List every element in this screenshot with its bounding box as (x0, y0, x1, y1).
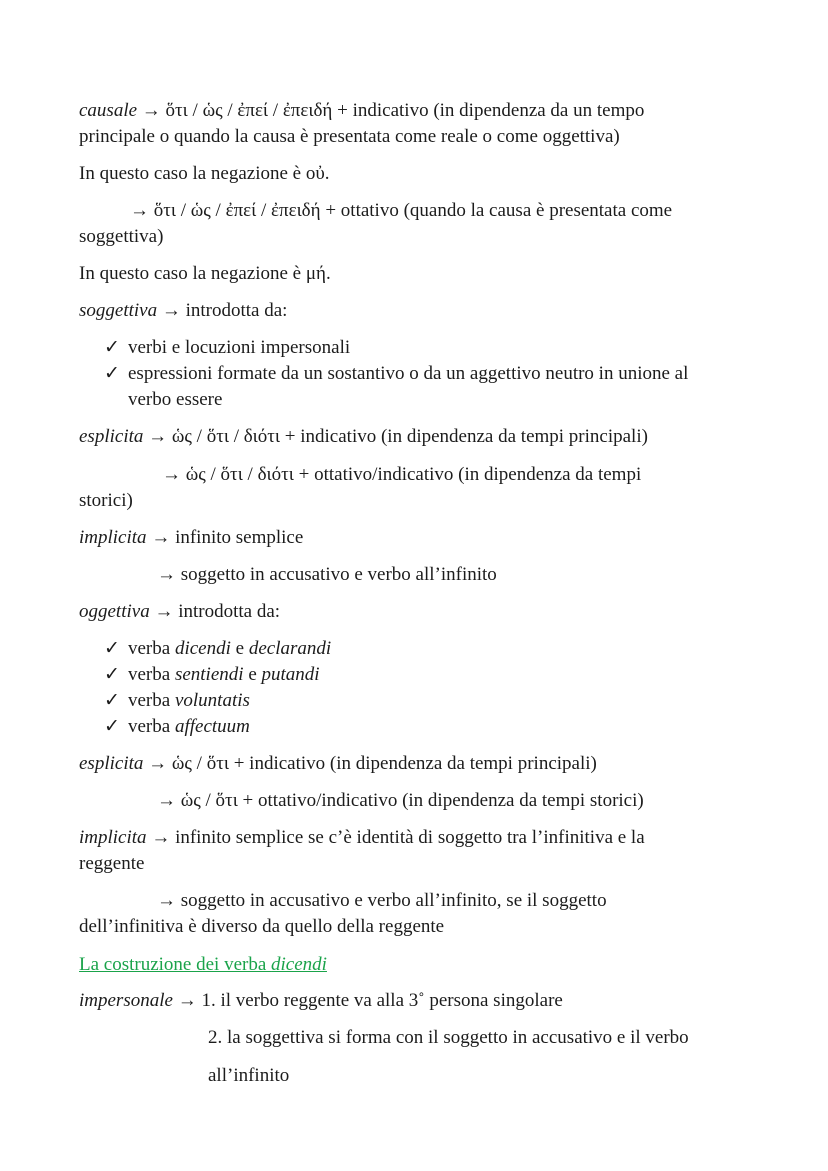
latin-term: voluntatis (174, 690, 250, 711)
soggettiva-check-2-continued: verbo essere (128, 389, 223, 410)
conjunction: e (230, 638, 249, 659)
oggettiva-intro: → introdotta da: (149, 601, 281, 622)
soggettiva-esplicita-line (79, 424, 648, 450)
causale-line-1-text: → ὅτι / ὡς / ἐπεί / ἐπειδή + indicativo (in dipendenza da un tempo (137, 100, 645, 121)
oggettiva-term: oggettiva (79, 601, 150, 622)
oggettiva-check-4 (104, 714, 250, 740)
section-heading-costruzione (79, 952, 327, 978)
impersonale-line (79, 988, 563, 1014)
latin-term: putandi (261, 664, 320, 685)
causale-negation-1: In questo caso la negazione è οὐ. (79, 163, 330, 184)
oggettiva-implicita-alt-2: dell’infinitiva è diverso da quello della reggente (79, 916, 445, 937)
impersonale-point-2-line-1: 2. la soggettiva si forma con il soggetto in accusativo e il verbo (208, 1027, 689, 1048)
check-text: verba (128, 664, 175, 685)
check-text: verba (128, 690, 175, 711)
soggettiva-check-1 (104, 335, 350, 361)
latin-term: dicendi (174, 638, 231, 659)
oggettiva-check-2 (104, 662, 320, 688)
soggettiva-check-2 (104, 361, 688, 387)
implicita-term: implicita (79, 527, 147, 548)
impersonale-point-2-line-2: all’infinito (208, 1065, 290, 1086)
check-icon: ✓ (104, 690, 120, 711)
oggettiva-esplicita-alt: → ὡς / ὅτι + ottativo/indicativo (in dipendenza da tempi storici) (157, 790, 644, 811)
check-icon: ✓ (104, 638, 120, 659)
latin-term: declarandi (248, 638, 332, 659)
soggettiva-esplicita-alt-2: storici) (79, 490, 133, 511)
causale-alt-line-2: soggettiva) (79, 226, 164, 247)
soggettiva-check-1-text: verbi e locuzioni impersonali (128, 337, 351, 358)
check-icon: ✓ (104, 363, 120, 384)
oggettiva-implicita-line-2: reggente (79, 853, 145, 874)
soggettiva-implicita-text: → infinito semplice (146, 527, 304, 548)
causale-alt-line-1: → ὅτι / ὡς / ἐπεί / ἐπειδή + ottativo (quando la causa è presentata come (130, 200, 673, 221)
soggettiva-line (79, 298, 287, 324)
causale-negation-2: In questo caso la negazione è μή. (79, 263, 331, 284)
oggettiva-check-1 (104, 636, 331, 662)
soggettiva-esplicita-text: → ὡς / ὅτι / διότι + indicativo (in dipendenza da tempi principali) (143, 426, 648, 447)
check-icon: ✓ (104, 716, 120, 737)
conjunction: e (243, 664, 262, 685)
heading-text: La costruzione dei verba (79, 954, 272, 975)
check-text: verba (128, 638, 175, 659)
impersonale-text: → 1. il verbo reggente va alla 3˚ persona singolare (172, 990, 563, 1011)
soggettiva-check-2-text: espressioni formate da un sostantivo o da un aggettivo neutro in unione al (128, 363, 689, 384)
heading-latin-term: dicendi (271, 954, 327, 975)
soggettiva-implicita-line (79, 525, 303, 551)
esplicita-term: esplicita (79, 753, 144, 774)
soggettiva-intro: → introdotta da: (157, 300, 288, 321)
check-text: verba (128, 716, 175, 737)
soggettiva-esplicita-alt-1: → ὡς / ὅτι / διότι + ottativo/indicativo (in dipendenza da tempi (162, 464, 642, 485)
impersonale-term: impersonale (79, 990, 173, 1011)
oggettiva-implicita-alt-1: → soggetto in accusativo e verbo all’infinito, se il soggetto (157, 890, 607, 911)
causale-term: causale (79, 100, 138, 121)
oggettiva-esplicita-line (79, 751, 597, 777)
oggettiva-check-3 (104, 688, 250, 714)
causale-line-1 (79, 98, 644, 124)
oggettiva-implicita-text: → infinito semplice se c’è identità di soggetto tra l’infinitiva e la (146, 827, 645, 848)
causale-line-2: principale o quando la causa è presentata come reale o come oggettiva) (79, 126, 620, 147)
check-icon: ✓ (104, 337, 120, 358)
oggettiva-implicita-line (79, 825, 645, 851)
latin-term: sentiendi (174, 664, 244, 685)
oggettiva-esplicita-text: → ὡς / ὅτι + indicativo (in dipendenza da tempi principali) (143, 753, 597, 774)
check-icon: ✓ (104, 664, 120, 685)
latin-term: affectuum (174, 716, 250, 737)
esplicita-term: esplicita (79, 426, 144, 447)
implicita-term: implicita (79, 827, 147, 848)
soggettiva-term: soggettiva (79, 300, 158, 321)
oggettiva-line (79, 599, 280, 625)
soggettiva-implicita-alt: → soggetto in accusativo e verbo all’infinito (157, 564, 497, 585)
